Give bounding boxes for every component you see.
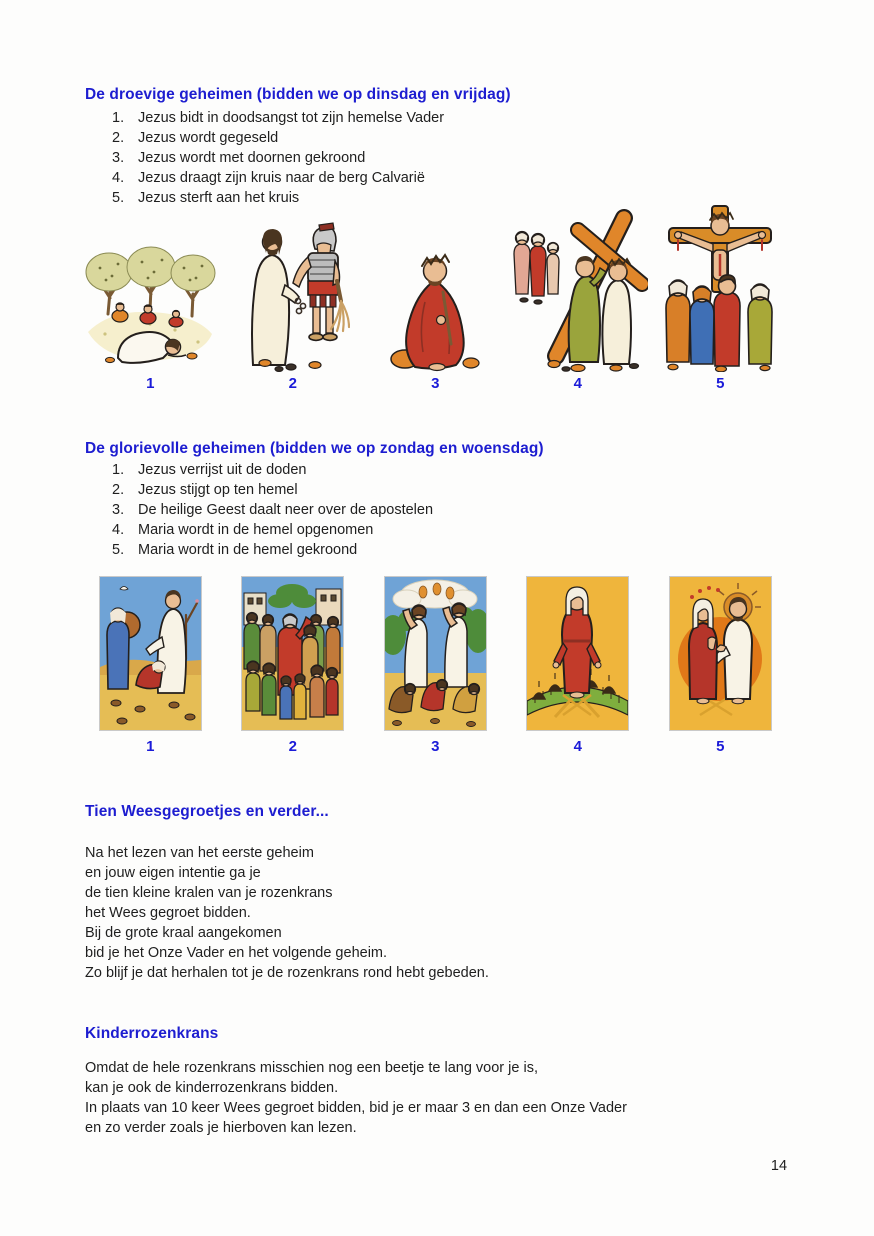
list-marker: 4. — [112, 522, 125, 538]
list-item-text: Jezus verrijst uit de doden — [138, 462, 307, 478]
list-item — [112, 128, 444, 148]
list-marker: 3. — [112, 150, 125, 166]
list-item-text: Jezus wordt met doornen gekroond — [138, 150, 366, 166]
list-item-text: Jezus draagt zijn kruis naar de berg Calvarië — [138, 170, 425, 186]
list-item — [112, 460, 433, 480]
list-item — [112, 480, 433, 500]
figure-number: 4 — [573, 738, 582, 755]
jezus-sterft-aan-kruis-illustratie — [661, 196, 779, 372]
list-marker: 1. — [112, 462, 125, 478]
figure-number: 2 — [288, 375, 297, 392]
figure-number: 4 — [573, 375, 582, 392]
figure-number: 3 — [431, 738, 440, 755]
list-marker: 5. — [112, 542, 125, 558]
maria-opgenomen-illustratie — [526, 578, 629, 731]
list-marker: 3. — [112, 502, 125, 518]
figure-number: 1 — [146, 375, 155, 392]
list-item-text: Jezus wordt gegeseld — [138, 130, 279, 146]
droevige-figure-row — [79, 196, 792, 393]
paragraph-line: In plaats van 10 keer Wees gegroet bidden, bid je er maar 3 en dan een Onze Vader — [85, 1100, 627, 1116]
tien-weesgegroetjes-paragraph — [85, 843, 489, 983]
figure — [79, 578, 222, 756]
figure — [364, 196, 507, 393]
jezus-draagt-kruis-illustratie — [508, 196, 648, 372]
figure — [649, 578, 792, 756]
list-item-text: Maria wordt in de hemel gekroond — [138, 542, 358, 558]
heading-tien-weesgegroetjes: Tien Weesgegroetjes en verder... — [85, 803, 329, 820]
paragraph-line: Zo blijf je dat herhalen tot je de rozenkrans rond hebt gebeden. — [85, 965, 489, 981]
paragraph-line: bid je het Onze Vader en het volgende geheim. — [85, 945, 388, 961]
list-item-text: Maria wordt in de hemel opgenomen — [138, 522, 374, 538]
jezus-verrijst-illustratie — [99, 578, 202, 731]
list-item — [112, 168, 444, 188]
figure-number: 2 — [288, 738, 297, 755]
list-item — [112, 540, 433, 560]
figure — [649, 196, 792, 393]
figure-number: 1 — [146, 738, 155, 755]
paragraph-line: en zo verder zoals je hierboven kan lezen. — [85, 1120, 357, 1136]
paragraph-line: Bij de grote kraal aangekomen — [85, 925, 282, 941]
figure — [507, 196, 650, 393]
list-item — [112, 520, 433, 540]
droevige-list — [112, 108, 444, 208]
paragraph-line: Na het lezen van het eerste geheim — [85, 845, 314, 861]
figure — [222, 196, 365, 393]
heading-droevige-geheimen: De droevige geheimen (bidden we op dinsdag en vrijdag) — [85, 86, 511, 103]
list-item — [112, 500, 433, 520]
jezus-met-doornen-gekroond-illustratie — [385, 196, 485, 372]
list-marker: 4. — [112, 170, 125, 186]
glorievolle-figure-row — [79, 578, 792, 756]
figure — [79, 196, 222, 393]
paragraph-line: kan je ook de kinderrozenkrans bidden. — [85, 1080, 339, 1096]
jezus-bidt-in-de-hof-illustratie — [80, 196, 220, 372]
list-marker: 5. — [112, 190, 125, 206]
figure — [222, 578, 365, 756]
kinderrozenkrans-paragraph — [85, 1058, 627, 1138]
list-item-text: Jezus stijgt op ten hemel — [138, 482, 298, 498]
paragraph-line: en jouw eigen intentie ga je — [85, 865, 261, 881]
paragraph-line: Omdat de hele rozenkrans misschien nog een beetje te lang voor je is, — [85, 1060, 538, 1076]
heilige-geest-illustratie — [384, 578, 487, 731]
list-item — [112, 108, 444, 128]
list-item — [112, 148, 444, 168]
paragraph-line: het Wees gegroet bidden. — [85, 905, 251, 921]
paragraph-line: de tien kleine kralen van je rozenkrans — [85, 885, 333, 901]
glorievolle-list — [112, 460, 433, 560]
list-item-text: De heilige Geest daalt neer over de apostelen — [138, 502, 434, 518]
maria-gekroond-illustratie — [669, 578, 772, 731]
heading-glorievolle-geheimen: De glorievolle geheimen (bidden we op zondag en woensdag) — [85, 440, 544, 457]
heading-kinderrozenkrans: Kinderrozenkrans — [85, 1025, 219, 1042]
list-item-text: Jezus bidt in doodsangst tot zijn hemelse Vader — [138, 110, 445, 126]
list-item-text: Jezus sterft aan het kruis — [138, 190, 300, 206]
figure-number: 3 — [431, 375, 440, 392]
list-marker: 1. — [112, 110, 125, 126]
jezus-wordt-gegeseld-illustratie — [235, 196, 350, 372]
figure-number: 5 — [716, 375, 725, 392]
list-marker: 2. — [112, 130, 125, 146]
figure — [507, 578, 650, 756]
jezus-stijgt-op-illustratie — [241, 578, 344, 731]
figure-number: 5 — [716, 738, 725, 755]
list-marker: 2. — [112, 482, 125, 498]
page-number: 14 — [770, 1158, 788, 1174]
figure — [364, 578, 507, 756]
